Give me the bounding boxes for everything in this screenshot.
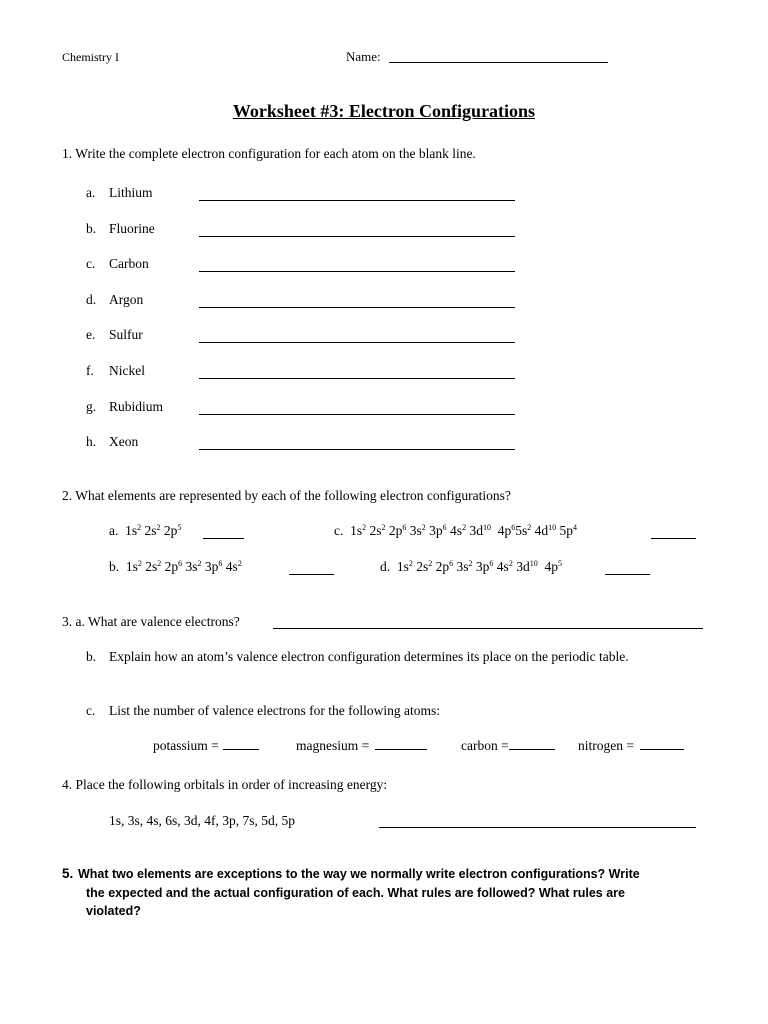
q1-item-letter: d. <box>86 292 97 307</box>
q3b-prompt: Explain how an atom’s valence electron configuration determines its place on the periodic table. <box>109 649 629 664</box>
potassium-answer-line[interactable] <box>223 749 259 750</box>
q2d-item <box>380 559 562 575</box>
q1-item-letter: e. <box>86 327 96 342</box>
q3c-prompt: List the number of valence electrons for the following atoms: <box>109 703 441 718</box>
name-label: Name: <box>346 49 381 64</box>
q1-answer-line[interactable] <box>199 200 515 201</box>
q5-line-2: the expected and the actual configuration of each. What rules are followed? What rules are <box>86 886 625 900</box>
q4-orbitals: 1s, 3s, 4s, 6s, 3d, 4f, 3p, 7s, 5d, 5p <box>109 813 296 828</box>
q2b-config: $1s^2$ $2s^2$ $2p^6$ $3s^2$ $3p^6$ $4s^2$ <box>125 559 242 574</box>
course-label: Chemistry I <box>62 50 119 64</box>
q2b-item <box>109 559 242 575</box>
q1-item-letter: b. <box>86 221 97 236</box>
q1-item-element: Sulfur <box>109 327 143 342</box>
q1-answer-line[interactable] <box>199 378 515 379</box>
valence-carbon <box>461 738 555 754</box>
q1-item-letter: c. <box>86 256 96 271</box>
q2a-config: $1s^2$ $2s^2$ $2p^5$ <box>125 523 182 538</box>
q2-prompt: 2. What elements are represented by each of the following electron configurations? <box>62 488 511 503</box>
q1-item-letter: h. <box>86 434 97 449</box>
q1-item-element: Argon <box>109 292 144 307</box>
q1-item-letter: g. <box>86 399 97 414</box>
q1-answer-line[interactable] <box>199 414 515 415</box>
q1-item-element: Carbon <box>109 256 149 271</box>
q2c-item <box>334 523 577 539</box>
q1-answer-line[interactable] <box>199 307 515 308</box>
q3a-prompt: 3. a. What are valence electrons? <box>62 614 240 629</box>
q2c-answer-line[interactable] <box>651 538 696 539</box>
q1-prompt: 1. Write the complete electron configuration for each atom on the blank line. <box>62 146 476 161</box>
q3a-answer-line[interactable] <box>273 628 703 629</box>
magnesium-answer-line[interactable] <box>375 749 427 750</box>
nitrogen-answer-line[interactable] <box>640 749 684 750</box>
worksheet-title: Worksheet #3: Electron Configurations <box>232 101 536 121</box>
q2a-letter: a. <box>109 523 119 538</box>
q4-answer-line[interactable] <box>379 827 696 828</box>
q4-prompt: 4. Place the following orbitals in order of increasing energy: <box>62 777 388 792</box>
q3b-letter: b. <box>86 649 97 664</box>
q3c-letter: c. <box>86 703 96 718</box>
potassium-label: potassium = <box>153 738 219 753</box>
q1-item-letter: f. <box>86 363 94 378</box>
q2b-answer-line[interactable] <box>289 574 334 575</box>
q1-item-element: Fluorine <box>109 221 155 236</box>
q2d-letter: d. <box>380 559 391 574</box>
q2b-letter: b. <box>109 559 120 574</box>
q1-answer-line[interactable] <box>199 236 515 237</box>
nitrogen-label: nitrogen = <box>578 738 634 753</box>
name-line[interactable] <box>389 62 608 63</box>
magnesium-label: magnesium = <box>296 738 370 753</box>
q1-item-element: Lithium <box>109 185 153 200</box>
carbon-answer-line[interactable] <box>509 749 555 750</box>
q1-item-element: Xeon <box>109 434 139 449</box>
q2d-config: $1s^2$ $2s^2$ $2p^6$ $3s^2$ $3p^6$ $4s^2$ $3d^{10}$ $4p^5$ <box>396 559 562 574</box>
q5-line-3: violated? <box>86 904 141 918</box>
valence-nitrogen <box>578 738 684 754</box>
q1-answer-line[interactable] <box>199 342 515 343</box>
q2a-answer-line[interactable] <box>203 538 244 539</box>
q5-line-1: What two elements are exceptions to the way we normally write electron configurations? Write <box>78 867 640 881</box>
q1-item-letter: a. <box>86 185 96 200</box>
q2c-letter: c. <box>334 523 344 538</box>
valence-potassium <box>153 738 259 754</box>
q1-item-element: Rubidium <box>109 399 164 414</box>
q5-number: 5. <box>62 866 74 881</box>
q2c-config: $1s^2$ $2s^2$ $2p^6$ $3s^2$ $3p^6$ $4s^2$ $3d^{10}$ $4p^65s^2$ $4d^{10}$ $5p^4$ <box>350 523 577 538</box>
q2d-answer-line[interactable] <box>605 574 650 575</box>
q2a-item <box>109 523 181 539</box>
q1-item-element: Nickel <box>109 363 145 378</box>
carbon-label: carbon = <box>461 738 509 753</box>
valence-magnesium <box>296 738 427 754</box>
q1-answer-line[interactable] <box>199 271 515 272</box>
q1-answer-line[interactable] <box>199 449 515 450</box>
